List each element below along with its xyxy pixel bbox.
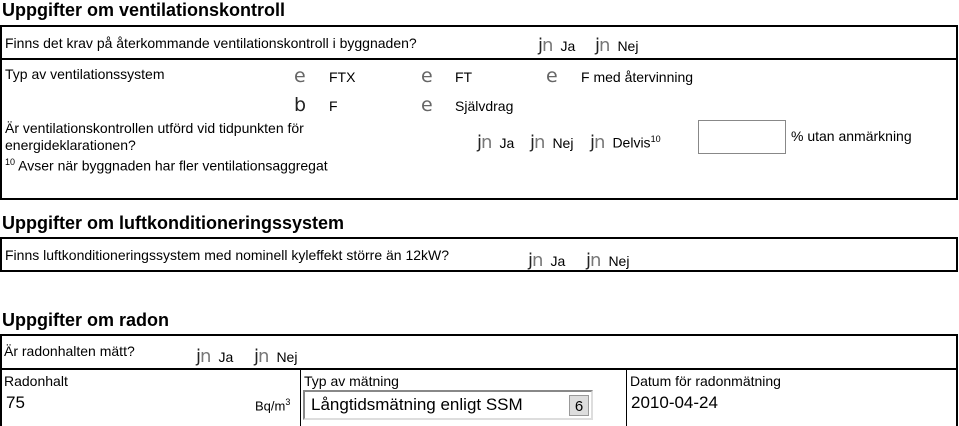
aircon-heading: Uppgifter om luftkonditioneringssystem bbox=[2, 213, 345, 233]
radio-icon: jn bbox=[590, 132, 605, 153]
radio-label: Ja bbox=[560, 37, 576, 54]
radon-unit: $Bq/m^3$ bbox=[255, 397, 291, 414]
divider bbox=[0, 25, 957, 27]
radio-label: Ja bbox=[550, 252, 566, 269]
radio-icon: jn bbox=[586, 250, 601, 271]
check-delvis-radio[interactable] bbox=[590, 132, 661, 153]
divider bbox=[956, 25, 958, 200]
radio-icon: jn bbox=[528, 250, 543, 271]
measure-type-value: Långtidsmätning enligt SSM bbox=[311, 395, 523, 414]
divider bbox=[626, 368, 627, 426]
radio-icon: jn bbox=[595, 35, 610, 56]
ventilation-check-question: Är ventilationskontrollen utförd vid tidpunkten för energideklarationen? bbox=[5, 120, 304, 153]
divider bbox=[956, 334, 958, 426]
dropdown-arrow-icon[interactable]: 6 bbox=[569, 395, 589, 416]
checkbox-icon[interactable]: e bbox=[546, 65, 558, 87]
divider bbox=[0, 237, 2, 272]
system-f-label: F bbox=[329, 98, 338, 114]
divider bbox=[300, 368, 301, 426]
measure-date-input[interactable]: 2010-04-24 bbox=[631, 393, 718, 412]
percent-label: % utan anmärkning bbox=[791, 128, 912, 144]
divider bbox=[0, 270, 957, 272]
measure-type-label: Typ av mätning bbox=[304, 373, 399, 389]
radio-icon: jn bbox=[538, 35, 553, 56]
radon-level-input[interactable]: 75 bbox=[6, 393, 25, 412]
measure-date-label: Datum för radonmätning bbox=[630, 373, 781, 389]
radio-icon: jn bbox=[196, 346, 211, 367]
radio-label: Nej bbox=[608, 252, 630, 269]
checkbox-icon[interactable]: e bbox=[421, 65, 433, 87]
recurring-nej-radio[interactable] bbox=[595, 35, 638, 56]
aircon-ja-radio[interactable] bbox=[528, 250, 565, 271]
divider bbox=[956, 237, 958, 272]
radio-icon: jn bbox=[477, 132, 492, 153]
checkbox-icon[interactable]: e bbox=[294, 65, 306, 87]
divider bbox=[0, 25, 2, 200]
radon-ja-radio[interactable] bbox=[196, 346, 233, 367]
recurring-ja-radio[interactable] bbox=[538, 35, 575, 56]
radon-level-label: Radonhalt bbox=[4, 373, 68, 389]
system-ftx-label: FTX bbox=[329, 69, 356, 85]
recurring-check-question: Finns det krav på återkommande ventilationskontroll i byggnaden? bbox=[5, 35, 417, 51]
check-ja-radio[interactable] bbox=[477, 132, 514, 153]
footnote: $^{10}$ Avser när byggnaden har fler ventilationsaggregat bbox=[5, 157, 328, 174]
divider bbox=[0, 334, 957, 336]
system-ft-label: FT bbox=[455, 69, 473, 85]
aircon-nej-radio[interactable] bbox=[586, 250, 629, 271]
check-nej-radio[interactable] bbox=[530, 132, 573, 153]
radio-label: Delvis$^{10}$ bbox=[612, 134, 661, 151]
radon-nej-radio[interactable] bbox=[254, 346, 297, 367]
divider bbox=[0, 198, 957, 200]
radio-label: Ja bbox=[499, 134, 515, 151]
radon-question: Är radonhalten mätt? bbox=[4, 343, 135, 359]
divider bbox=[0, 58, 957, 60]
divider bbox=[0, 368, 957, 370]
radio-label: Nej bbox=[552, 134, 574, 151]
ventilation-heading: Uppgifter om ventilationskontroll bbox=[2, 0, 286, 20]
system-f-recovery-label: F med återvinning bbox=[581, 69, 694, 85]
radio-label: Nej bbox=[276, 348, 298, 365]
radio-label: Ja bbox=[218, 348, 234, 365]
radon-heading: Uppgifter om radon bbox=[2, 310, 169, 330]
checkbox-icon[interactable]: e bbox=[421, 94, 433, 116]
divider bbox=[0, 334, 2, 426]
system-self-label: Självdrag bbox=[455, 98, 514, 114]
radio-icon: jn bbox=[254, 346, 269, 367]
aircon-question: Finns luftkonditioneringssystem med nominell kyleffekt större än 12kW? bbox=[5, 247, 450, 263]
measure-type-select[interactable] bbox=[303, 390, 593, 420]
radio-icon: jn bbox=[530, 132, 545, 153]
checkbox-checked-icon[interactable]: b bbox=[294, 94, 307, 116]
system-type-label: Typ av ventilationssystem bbox=[5, 66, 165, 82]
radio-label: Nej bbox=[617, 37, 639, 54]
divider bbox=[0, 237, 957, 239]
percent-input[interactable] bbox=[698, 120, 786, 154]
